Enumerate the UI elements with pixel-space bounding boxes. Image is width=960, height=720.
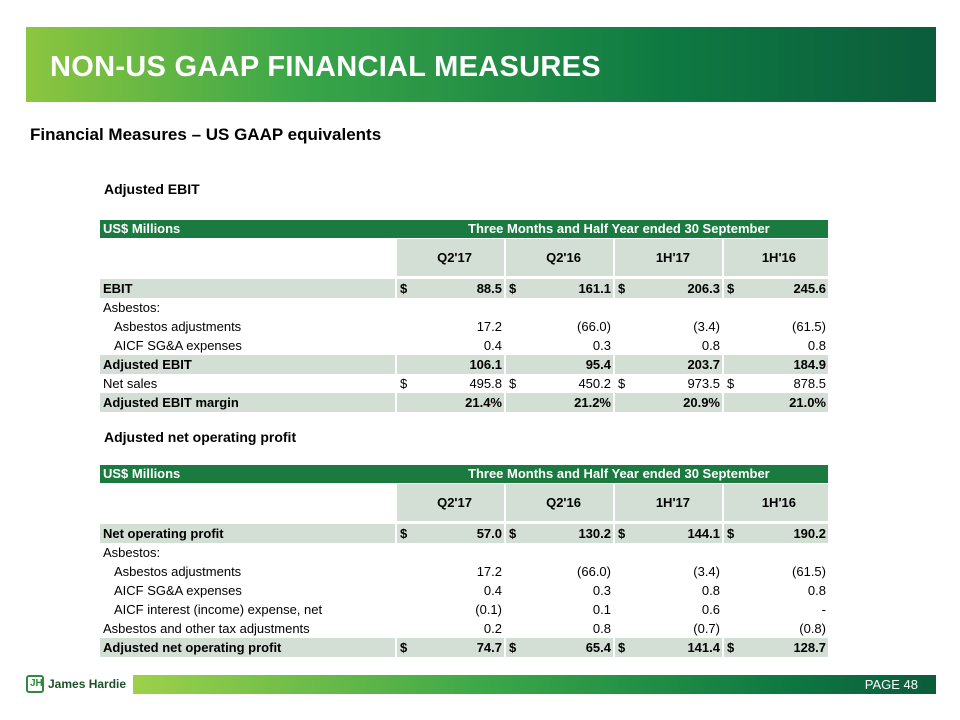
cell-value: (0.7) (693, 621, 720, 636)
dollar-sign: $ (618, 640, 626, 655)
row-label: Net sales (103, 376, 158, 391)
cell-value: 450.2 (578, 376, 611, 391)
table-row (100, 298, 828, 317)
row-label: Net operating profit (103, 526, 224, 541)
cell-value: 0.3 (592, 583, 611, 598)
cell-value: 106.1 (469, 357, 502, 372)
table-header-bar (100, 220, 828, 238)
dollar-sign: $ (727, 526, 735, 541)
cell-value: 245.6 (793, 281, 826, 296)
cell-value (746, 543, 826, 562)
cell-value: 95.4 (585, 357, 611, 372)
cell-value: 21.0% (789, 395, 826, 410)
column-header: Q2'16 (546, 250, 581, 265)
cell-value (746, 298, 826, 317)
cell-value: 495.8 (469, 376, 502, 391)
cell-value: 184.9 (793, 357, 826, 372)
dollar-sign: $ (509, 640, 517, 655)
row-label: Asbestos: (103, 300, 161, 315)
row-label: Asbestos adjustments (114, 564, 242, 579)
row-label: EBIT (103, 281, 133, 296)
units-label: US$ Millions (103, 221, 181, 236)
column-header: Q2'17 (437, 495, 472, 510)
row-label: Asbestos: (103, 545, 161, 560)
dollar-sign: $ (618, 376, 626, 391)
cell-value: 0.1 (592, 602, 611, 617)
section-title-adjusted-ebit: Adjusted EBIT (104, 181, 200, 197)
cell-value: 17.2 (476, 564, 502, 579)
cell-value: (61.5) (792, 319, 826, 334)
dollar-sign: $ (400, 281, 408, 296)
units-label: US$ Millions (103, 466, 181, 481)
column-header: 1H'16 (761, 495, 796, 510)
row-label: Asbestos adjustments (114, 319, 242, 334)
cell-value: 17.2 (476, 319, 502, 334)
column-header: 1H'17 (655, 495, 690, 510)
period-label: Three Months and Half Year ended 30 September (468, 221, 770, 236)
cell-value: 0.2 (483, 621, 502, 636)
table-row (100, 600, 828, 619)
page-number: PAGE 48 (864, 677, 918, 692)
cell-value: 0.8 (807, 583, 826, 598)
cell-value: 21.2% (574, 395, 611, 410)
column-header-row (100, 239, 828, 276)
dollar-sign: $ (400, 376, 408, 391)
cell-value: 973.5 (687, 376, 720, 391)
cell-value: - (821, 602, 826, 617)
dollar-sign: $ (400, 526, 408, 541)
cell-value (531, 298, 611, 317)
row-label-bg (100, 279, 395, 298)
row-label: Adjusted net operating profit (103, 640, 282, 655)
cell-value: 0.6 (701, 602, 720, 617)
cell-value: 141.4 (687, 640, 720, 655)
cell-value: 144.1 (687, 526, 720, 541)
row-label: Adjusted EBIT margin (103, 395, 239, 410)
table-row (100, 638, 828, 657)
cell-value (422, 298, 502, 317)
page-subtitle: Financial Measures – US GAAP equivalents (30, 125, 382, 144)
cell-value: (3.4) (693, 319, 720, 334)
table-row (100, 317, 828, 336)
table-row (100, 279, 828, 298)
cell-value: (61.5) (792, 564, 826, 579)
column-header: Q2'17 (437, 250, 472, 265)
cell-value: (3.4) (693, 564, 720, 579)
row-label: AICF interest (income) expense, net (114, 602, 323, 617)
cell-value (640, 543, 720, 562)
cell-value: 0.4 (483, 338, 502, 353)
cell-value: 161.1 (578, 281, 611, 296)
table-row (100, 543, 828, 562)
cell-value: 65.4 (585, 640, 611, 655)
column-header: Q2'16 (546, 495, 581, 510)
dollar-sign: $ (509, 526, 517, 541)
cell-value: 21.4% (465, 395, 502, 410)
cell-value: 206.3 (687, 281, 720, 296)
cell-value: 57.0 (476, 526, 502, 541)
cell-value: 0.8 (701, 338, 720, 353)
cell-value: 130.2 (578, 526, 611, 541)
table-row (100, 393, 828, 412)
table-row (100, 562, 828, 581)
cell-value: 190.2 (793, 526, 826, 541)
cell-value: 878.5 (793, 376, 826, 391)
cell-value: 88.5 (476, 281, 502, 296)
table-row (100, 619, 828, 638)
cell-value: 20.9% (683, 395, 720, 410)
cell-value: 0.8 (592, 621, 611, 636)
row-label: Asbestos and other tax adjustments (103, 621, 310, 636)
dollar-sign: $ (727, 281, 735, 296)
cell-value: (0.8) (799, 621, 826, 636)
logo-text: James Hardie (48, 677, 127, 691)
cell-value: (66.0) (577, 564, 611, 579)
table-row (100, 355, 828, 374)
dollar-sign: $ (618, 281, 626, 296)
column-header-row (100, 484, 828, 521)
title-banner (26, 27, 936, 102)
cell-value: 0.3 (592, 338, 611, 353)
table-row (100, 374, 828, 393)
cell-value: 0.8 (807, 338, 826, 353)
table-header-bar (100, 465, 828, 483)
cell-value: (0.1) (475, 602, 502, 617)
cell-value: 0.4 (483, 583, 502, 598)
cell-value (422, 543, 502, 562)
logo-mark-icon: JH (26, 675, 44, 693)
cell-value: 0.8 (701, 583, 720, 598)
section-title-adjusted-nop: Adjusted net operating profit (104, 429, 297, 445)
row-label: Adjusted EBIT (103, 357, 192, 372)
cell-value: 128.7 (793, 640, 826, 655)
cell-value: (66.0) (577, 319, 611, 334)
page-title: NON-US GAAP FINANCIAL MEASURES (50, 51, 601, 83)
dollar-sign: $ (727, 640, 735, 655)
dollar-sign: $ (509, 376, 517, 391)
footer-bar (133, 675, 936, 694)
dollar-sign: $ (400, 640, 408, 655)
row-label: AICF SG&A expenses (114, 583, 242, 598)
period-label: Three Months and Half Year ended 30 September (468, 466, 770, 481)
table-row (100, 524, 828, 543)
cell-value: 74.7 (476, 640, 502, 655)
dollar-sign: $ (727, 376, 735, 391)
table-row (100, 581, 828, 600)
cell-value: 203.7 (687, 357, 720, 372)
column-header: 1H'17 (655, 250, 690, 265)
column-header: 1H'16 (761, 250, 796, 265)
cell-value (640, 298, 720, 317)
dollar-sign: $ (509, 281, 517, 296)
row-label: AICF SG&A expenses (114, 338, 242, 353)
cell-value (531, 543, 611, 562)
dollar-sign: $ (618, 526, 626, 541)
table-row (100, 336, 828, 355)
